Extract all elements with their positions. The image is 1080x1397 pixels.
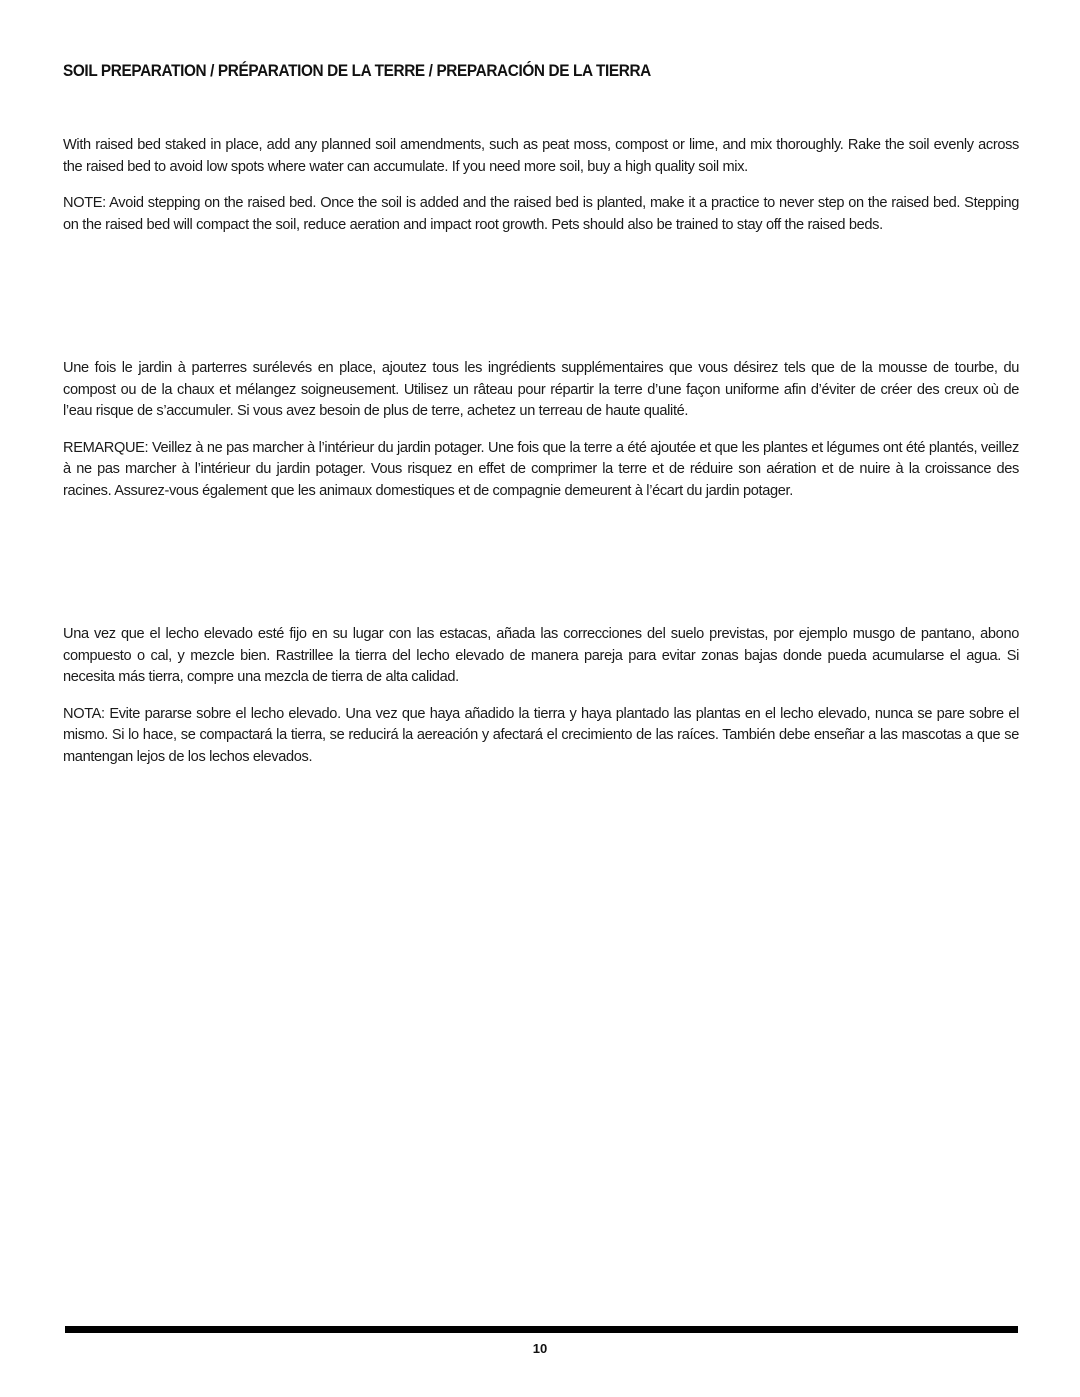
spanish-note-paragraph: NOTA: Evite pararse sobre el lecho elevado. Una vez que haya añadido la tierra y haya plantado las plantas en el lecho elevado, nunca se pare sobre el mismo. Si lo hace, se compactará la tierra, se reducirá la aereación y afectará el crecimiento de las raíces. También debe enseñar a las mascotas a que se mantengan lejos de los lechos elevados. <box>63 705 1019 765</box>
section-english <box>63 135 1019 251</box>
french-note-paragraph: REMARQUE: Veillez à ne pas marcher à l’intérieur du jardin potager. Une fois que la terre a été ajoutée et que les plantes et légumes ont été plantés, veillez à ne pas marcher à l’intérieur du jardin potager. Vous risquez en effet de comprimer la terre et de réduire son aération et de nuire à la croissance des racines. Assurez-vous également que les animaux domestiques et de compagnie demeurent à l’écart du jardin potager. <box>63 439 1019 499</box>
french-instructions-paragraph: Une fois le jardin à parterres surélevés en place, ajoutez tous les ingrédients supplémentaires que vous désirez tels que de la mousse de tourbe, du compost ou de la chaux et mélangez soigneusement. Utilisez un râteau pour répartir la terre d’une façon uniforme afin d’éviter de créer des creux où de l’eau risque de s’accumuler. Si vous avez besoin de plus de terre, achetez un terreau de haute qualité. <box>63 360 1019 419</box>
page-number: 10 <box>532 1341 548 1356</box>
spanish-instructions-paragraph: Una vez que el lecho elevado esté fijo en su lugar con las estacas, añada las correcciones del suelo previstas, por ejemplo musgo de pantano, abono compuesto o cal, y mezcle bien. Rastrillee la tierra del lecho elevado de manera pareja para evitar zonas bajas donde pueda acumularse el agua. Si necesita más tierra, compre una mezcla de tierra de alta calidad. <box>63 626 1019 685</box>
page-title: SOIL PREPARATION / PRÉPARATION DE LA TERRE / PREPARACIÓN DE LA TIERRA <box>63 62 651 80</box>
section-french <box>63 358 1019 517</box>
section-spanish <box>63 624 1019 783</box>
footer-divider <box>65 1326 1018 1333</box>
english-instructions-paragraph: With raised bed staked in place, add any planned soil amendments, such as peat moss, compost or lime, and mix thoroughly. Rake the soil evenly across the raised bed to avoid low spots where water can accumulate. If you need more soil, buy a high quality soil mix. <box>63 137 1019 175</box>
english-note-paragraph: NOTE: Avoid stepping on the raised bed. Once the soil is added and the raised bed is planted, make it a practice to never step on the raised bed. Stepping on the raised bed will compact the soil, reduce aeration and impact root growth. Pets should also be trained to stay off the raised beds. <box>63 195 1019 233</box>
